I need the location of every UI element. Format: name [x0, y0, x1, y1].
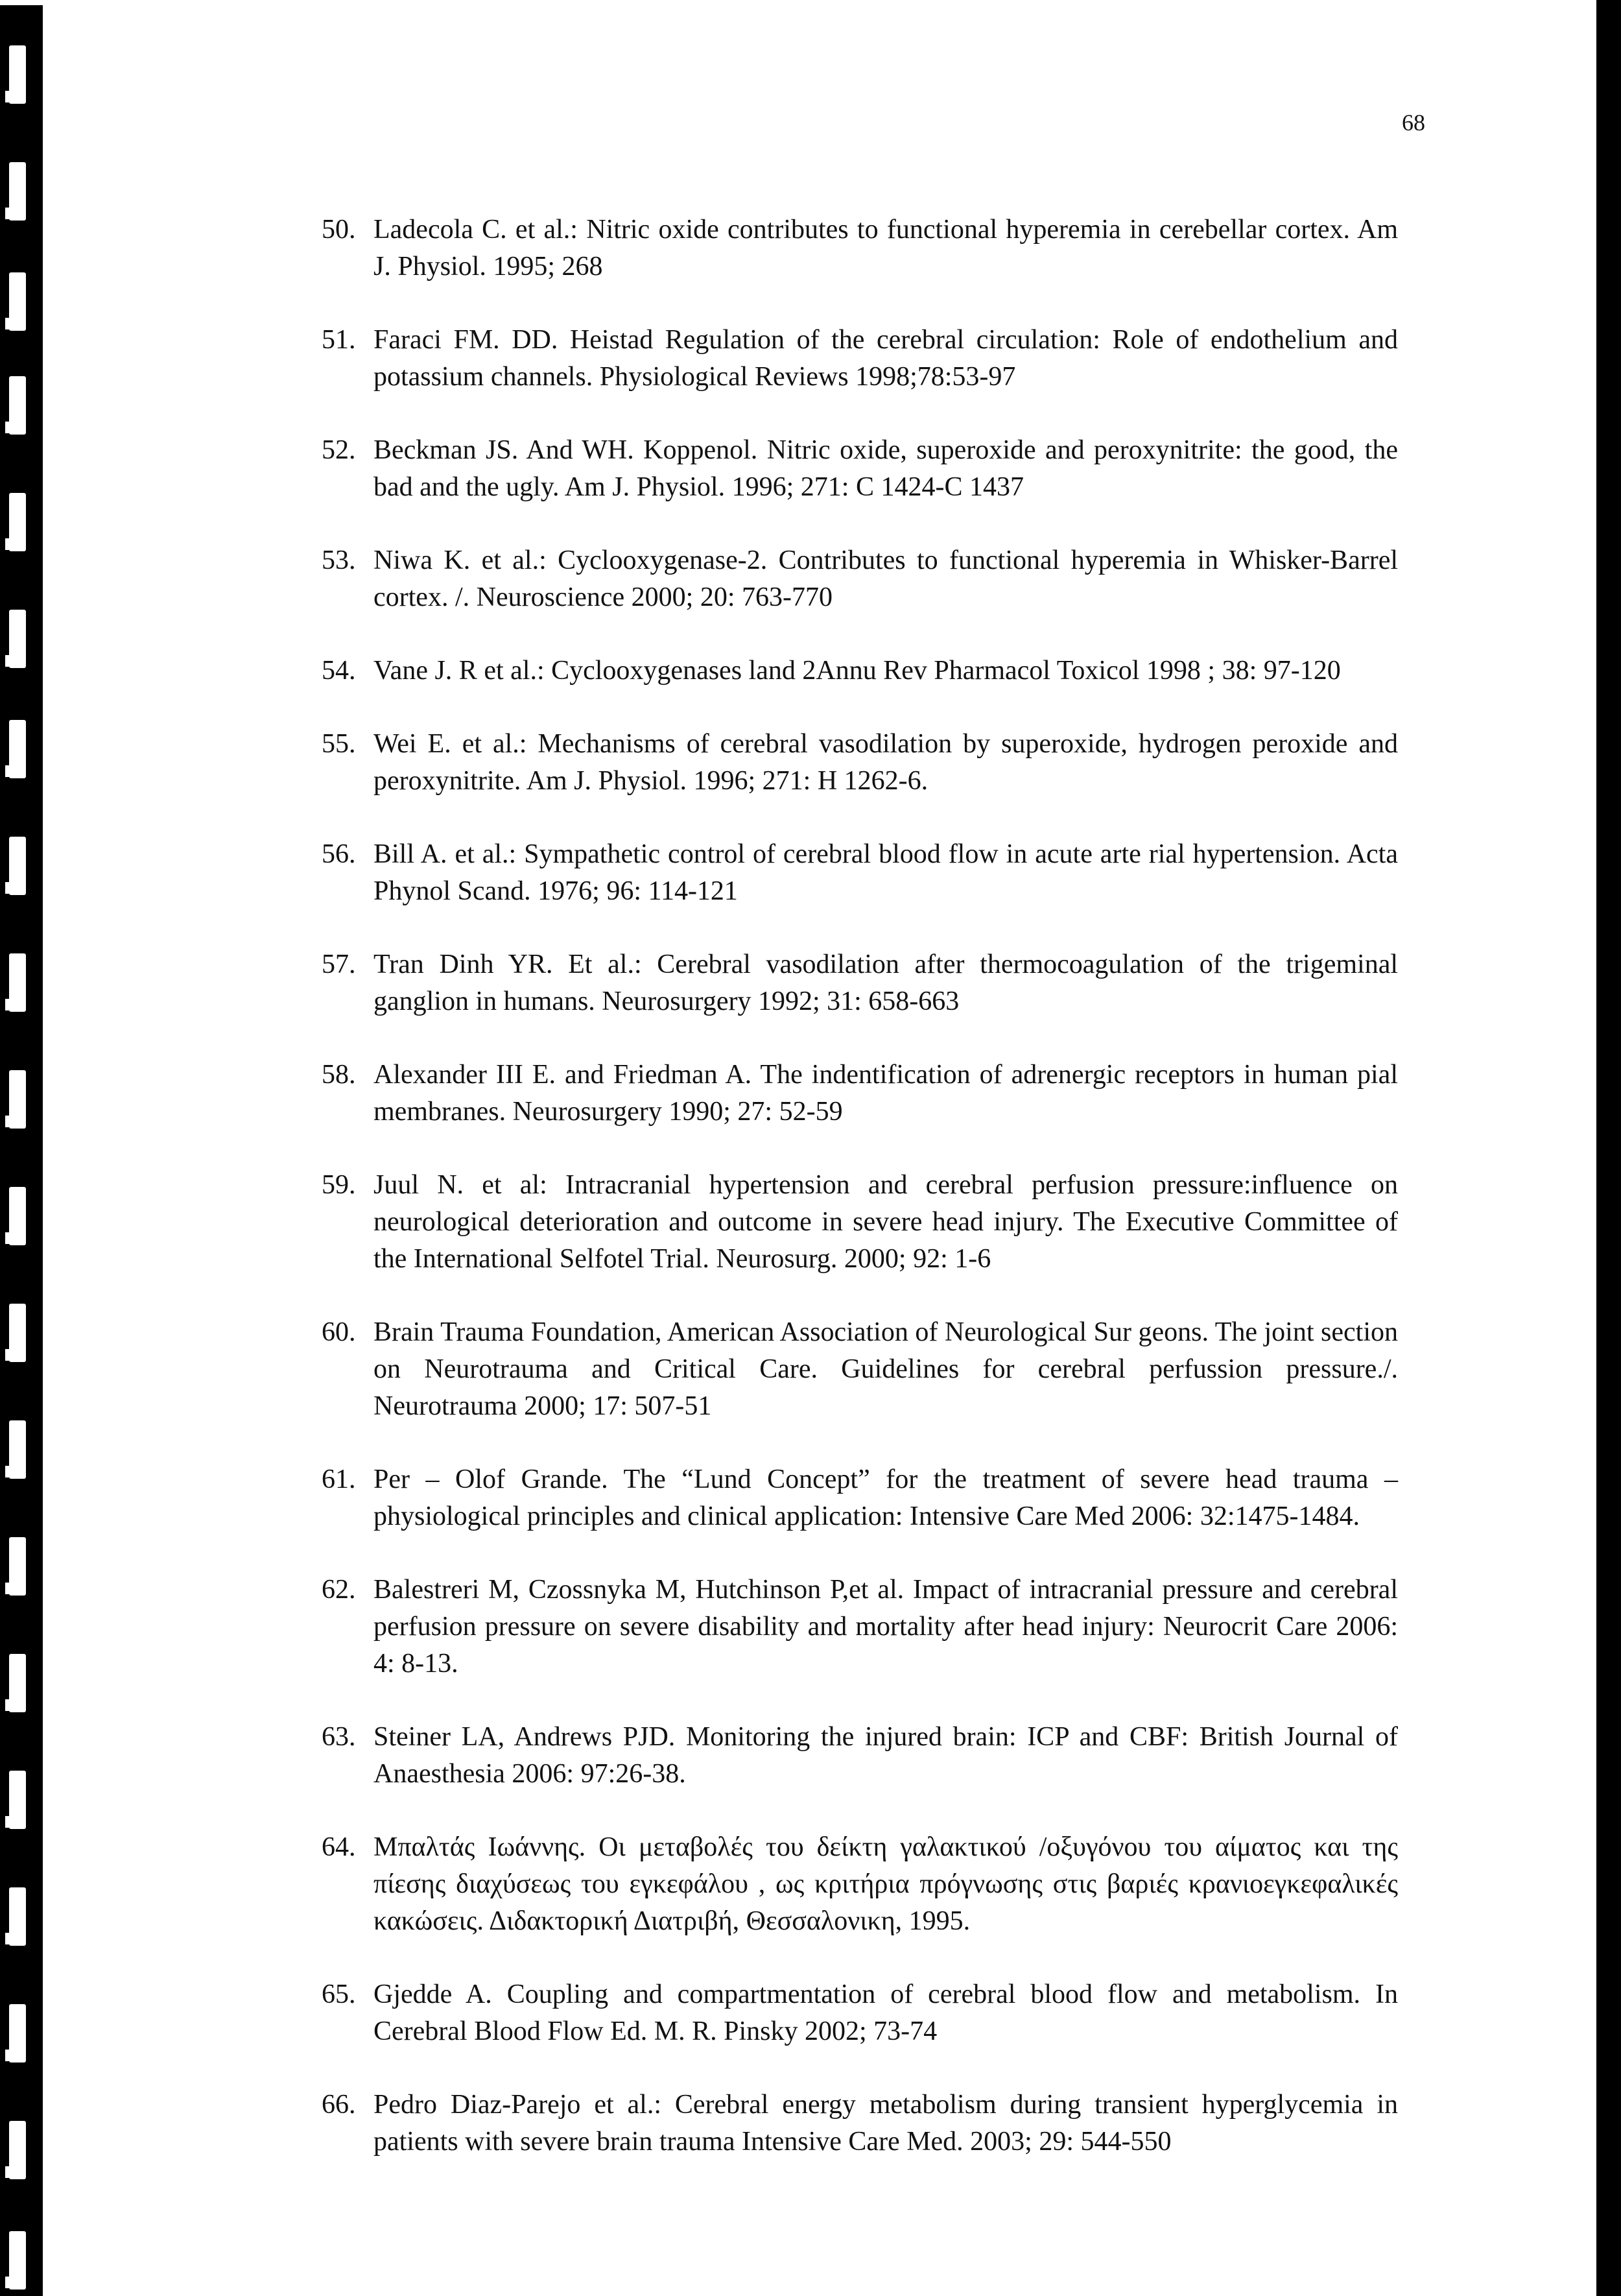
reference-item [322, 542, 1398, 616]
reference-item [322, 652, 1398, 689]
reference-text: Tran Dinh YR. Et al.: Cerebral vasodilation after thermocoagulation of the trigeminal ganglion in humans. Neurosurgery 1992; 31: 658-663 [373, 950, 1398, 1016]
binder-hole-notch [5, 91, 10, 102]
binder-hole [9, 1537, 26, 1596]
binder-hole [9, 2231, 26, 2290]
reference-text: Balestreri M, Czossnyka M, Hutchinson P,et al. Impact of intracranial pressure and cerebral perfusion pressure on severe disability and mortality after head injury: Neurocrit Care 2006: 4: 8-13. [373, 1575, 1398, 1679]
reference-text: Μπαλτάς Ιωάννης. Οι μεταβολές του δείκτη γαλακτικού /οξυγόνου του αίματος και της πίεσης διαχύσεως του εγκεφάλου , ως κριτήρια πρόγνωσης στις βαριές κρανιοεγκεφαλικές κακώσεις. Διδακτορική Διατριβή, Θεσσαλονικη, 1995. [373, 1832, 1398, 1936]
reference-text: Faraci FM. DD. Heistad Regulation of the cerebral circulation: Role of endothelium and potassium channels. Physiological Reviews 1998;78:53-97 [373, 325, 1398, 392]
reference-text: Niwa K. et al.: Cyclooxygenase-2. Contributes to functional hyperemia in Whisker-Barrel cortex. /. Neuroscience 2000; 20: 763-770 [373, 545, 1398, 612]
binder-hole-notch [5, 1933, 10, 1944]
binder-hole-notch [5, 2277, 10, 2288]
binder-hole [9, 1070, 26, 1129]
reference-number: 60. [322, 1317, 356, 1347]
binder-hole [9, 2121, 26, 2179]
reference-item [322, 1719, 1398, 1793]
reference-item [322, 1167, 1398, 1278]
reference-text: Pedro Diaz-Parejo et al.: Cerebral energy metabolism during transient hyperglycemia in patients with severe brain trauma Intensive Care Med. 2003; 29: 544-550 [373, 2090, 1398, 2157]
reference-item [322, 946, 1398, 1020]
top-scan-edge [0, 0, 1621, 5]
binder-hole [9, 953, 26, 1012]
binder-hole-notch [5, 2166, 10, 2178]
binder-hole [9, 837, 26, 895]
binder-hole [9, 720, 26, 778]
reference-item [322, 836, 1398, 910]
reference-text: Ladecola C. et al.: Nitric oxide contributes to functional hyperemia in cerebellar cortex. Am J. Physiol. 1995; 268 [373, 215, 1398, 281]
reference-text: Brain Trauma Foundation, American Association of Neurological Sur geons. The joint section on Neurotrauma and Critical Care. Guidelines for cerebral perfussion pressure./. Neurotrauma 2000; 17: 507-51 [373, 1317, 1398, 1421]
right-scan-edge [1596, 0, 1621, 2296]
reference-item [322, 1057, 1398, 1130]
reference-text: Wei E. et al.: Mechanisms of cerebral vasodilation by superoxide, hydrogen peroxide and peroxynitrite. Am J. Physiol. 1996; 271: H 1262-6. [373, 729, 1398, 796]
reference-item [322, 432, 1398, 506]
binder-hole-notch [5, 422, 10, 433]
reference-number: 59. [322, 1170, 356, 1200]
binder-hole [9, 1304, 26, 1362]
reference-number: 56. [322, 839, 356, 869]
binder-hole [9, 1187, 26, 1245]
binder-hole [9, 272, 26, 331]
binder-hole-notch [5, 1349, 10, 1361]
binder-hole-notch [5, 882, 10, 894]
reference-number: 66. [322, 2090, 356, 2120]
reference-text: Juul N. et al: Intracranial hypertension and cerebral perfusion pressure:influence on neurological deterioration and outcome in severe head injury. The Executive Committee of the International Selfotel Trial. Neurosurg. 2000; 92: 1-6 [373, 1170, 1398, 1274]
reference-number: 53. [322, 545, 356, 575]
binder-hole-notch [5, 1116, 10, 1127]
reference-number: 64. [322, 1832, 356, 1862]
binder-hole-notch [5, 1232, 10, 1244]
reference-item [322, 726, 1398, 800]
reference-item [322, 1572, 1398, 1682]
reference-text: Beckman JS. And WH. Koppenol. Nitric oxide, superoxide and peroxynitrite: the good, the bad and the ugly. Am J. Physiol. 1996; 271: C 1424-C 1437 [373, 435, 1398, 502]
binder-hole [9, 1771, 26, 1829]
binder-hole-notch [5, 1466, 10, 1477]
reference-item [322, 2087, 1398, 2160]
binder-hole [9, 610, 26, 668]
reference-text: Per – Olof Grande. The “Lund Concept” for the treatment of severe head trauma – physiological principles and clinical application: Intensive Care Med 2006: 32:1475-1484. [373, 1465, 1398, 1531]
reference-number: 51. [322, 325, 356, 355]
binder-hole-notch [5, 1699, 10, 1711]
reference-item [322, 1976, 1398, 2050]
binder-hole [9, 493, 26, 551]
binder-hole-notch [5, 2050, 10, 2061]
binder-hole [9, 2004, 26, 2063]
binder-hole-notch [5, 655, 10, 667]
page-number: 68 [1402, 110, 1425, 136]
reference-text: Alexander III E. and Friedman A. The indentification of adrenergic receptors in human pial membranes. Neurosurgery 1990; 27: 52-59 [373, 1060, 1398, 1127]
reference-item [322, 1461, 1398, 1535]
reference-number: 61. [322, 1465, 356, 1494]
binder-hole-notch [5, 999, 10, 1010]
binder-hole-notch [5, 765, 10, 777]
reference-text: Vane J. R et al.: Cyclooxygenases land 2Annu Rev Pharmacol Toxicol 1998 ; 38: 97-120 [373, 656, 1341, 686]
binder-holes [0, 0, 39, 2296]
binder-hole-notch [5, 538, 10, 550]
binder-hole [9, 376, 26, 435]
binder-hole [9, 45, 26, 104]
reference-item [322, 322, 1398, 396]
binder-hole [9, 162, 26, 221]
reference-item [322, 1829, 1398, 1940]
reference-number: 55. [322, 729, 356, 759]
reference-number: 50. [322, 215, 356, 245]
binder-hole-notch [5, 1583, 10, 1594]
binder-hole-notch [5, 1816, 10, 1828]
reference-item [322, 211, 1398, 285]
reference-number: 63. [322, 1722, 356, 1752]
reference-number: 62. [322, 1575, 356, 1605]
reference-text: Gjedde A. Coupling and compartmentation of cerebral blood flow and metabolism. In Cerebral Blood Flow Ed. M. R. Pinsky 2002; 73-74 [373, 1979, 1398, 2046]
binder-hole [9, 1420, 26, 1479]
reference-number: 58. [322, 1060, 356, 1090]
binder-hole-notch [5, 208, 10, 219]
reference-number: 57. [322, 950, 356, 979]
reference-text: Bill A. et al.: Sympathetic control of cerebral blood flow in acute arte rial hypertension. Acta Phynol Scand. 1976; 96: 114-121 [373, 839, 1398, 906]
binder-hole [9, 1654, 26, 1712]
reference-item [322, 1314, 1398, 1425]
binder-hole [9, 1887, 26, 1946]
reference-number: 54. [322, 656, 356, 686]
binder-hole-notch [5, 318, 10, 329]
reference-text: Steiner LA, Andrews PJD. Monitoring the injured brain: ICP and CBF: British Journal of Anaesthesia 2006: 97:26-38. [373, 1722, 1398, 1789]
reference-number: 65. [322, 1979, 356, 2009]
reference-number: 52. [322, 435, 356, 465]
reference-list [322, 211, 1398, 2197]
